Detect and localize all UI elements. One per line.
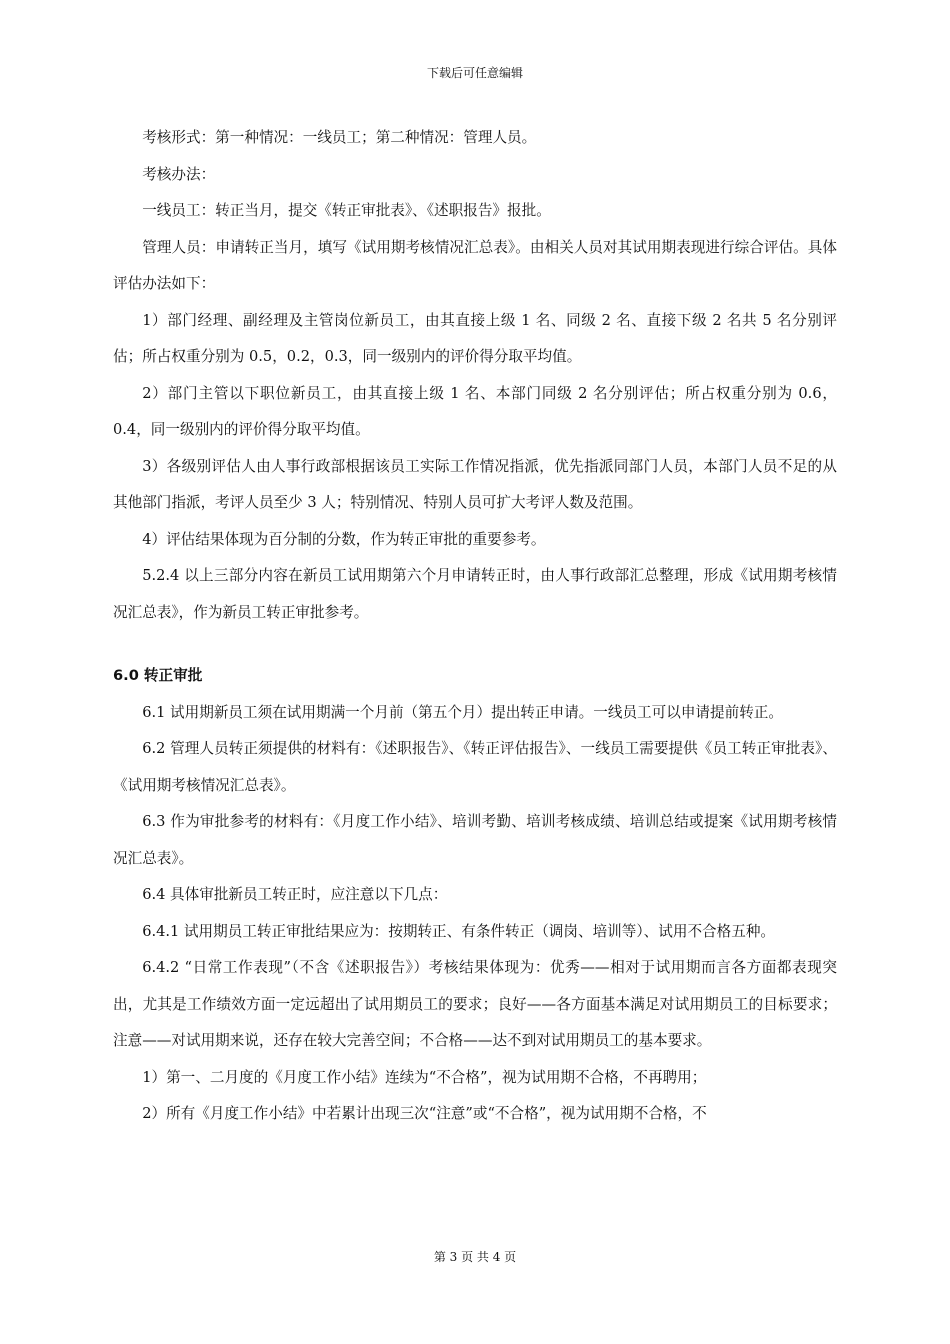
paragraph: 一线员工：转正当月，提交《转正审批表》、《述职报告》报批。	[142, 202, 551, 219]
section-heading: 6.0 转正审批	[113, 667, 203, 684]
paragraph: 6.4 具体审批新员工转正时，应注意以下几点：	[142, 886, 448, 903]
paragraph: 1）部门经理、副经理及主管岗位新员工，由其直接上级 1 名、同级 2 名、直接下级 2 名共 5 名分别评估；所占权重分别为 0.5，0.2，0.3，同一级别内的评价得分取平均值。	[113, 311, 837, 365]
paragraph: 6.4.1 试用期员工转正审批结果应为：按期转正、有条件转正（调岗、培训等）、试用不合格五种。	[142, 922, 776, 940]
paragraph: 2）所有《月度工作小结》中若累计出现三次“注意”或“不合格”，视为试用期不合格，不	[142, 1105, 707, 1122]
paragraph: 考核形式：第一种情况：一线员工；第二种情况：管理人员。	[142, 129, 537, 146]
paragraph: 考核办法：	[142, 165, 216, 183]
paragraph: 6.3 作为审批参考的材料有：《月度工作小结》、培训考勤、培训考核成绩、培训总结或提案《试用期考核情况汇总表》。	[113, 813, 837, 867]
paragraph: 6.1 试用期新员工须在试用期满一个月前（第五个月）提出转正申请。一线员工可以申请提前转正。	[142, 703, 783, 721]
document-body	[113, 120, 837, 1133]
paragraph: 6.4.2 “日常工作表现”（不含《述职报告》）考核结果体现为：优秀——相对于试用期而言各方面都表现突出，尤其是工作绩效方面一定远超出了试用期员工的要求；良好——各方面基本满足对试用期员工的目标要求；注意——对试用期来说，还存在较大完善空间；不合格——达不到对试用期员工的基本要求。	[113, 959, 837, 1049]
page-header: 下载后可任意编辑	[426, 66, 523, 80]
paragraph: 4）评估结果体现为百分制的分数，作为转正审批的重要参考。	[142, 530, 546, 548]
paragraph: 5.2.4 以上三部分内容在新员工试用期第六个月申请转正时，由人事行政部汇总整理，形成《试用期考核情况汇总表》，作为新员工转正审批参考。	[113, 567, 837, 621]
paragraph: 3）各级别评估人由人事行政部根据该员工实际工作情况指派，优先指派同部门人员，本部门人员不足的从其他部门指派，考评人员至少 3 人；特别情况、特别人员可扩大考评人数及范围。	[113, 457, 837, 511]
paragraph: 2）部门主管以下职位新员工，由其直接上级 1 名、本部门同级 2 名分别评估；所占权重分别为 0.6，0.4，同一级别内的评价得分取平均值。	[113, 384, 837, 438]
paragraph: 1）第一、二月度的《月度工作小结》连续为“不合格”，视为试用期不合格，不再聘用；	[142, 1068, 707, 1086]
paragraph: 6.2 管理人员转正须提供的材料有：《述职报告》、《转正评估报告》、一线员工需要提供《员工转正审批表》、《试用期考核情况汇总表》。	[113, 740, 837, 794]
paragraph: 管理人员：申请转正当月，填写《试用期考核情况汇总表》。由相关人员对其试用期表现进行综合评估。具体评估办法如下：	[113, 238, 837, 292]
page-footer: 第 3 页 共 4 页	[433, 1250, 517, 1264]
